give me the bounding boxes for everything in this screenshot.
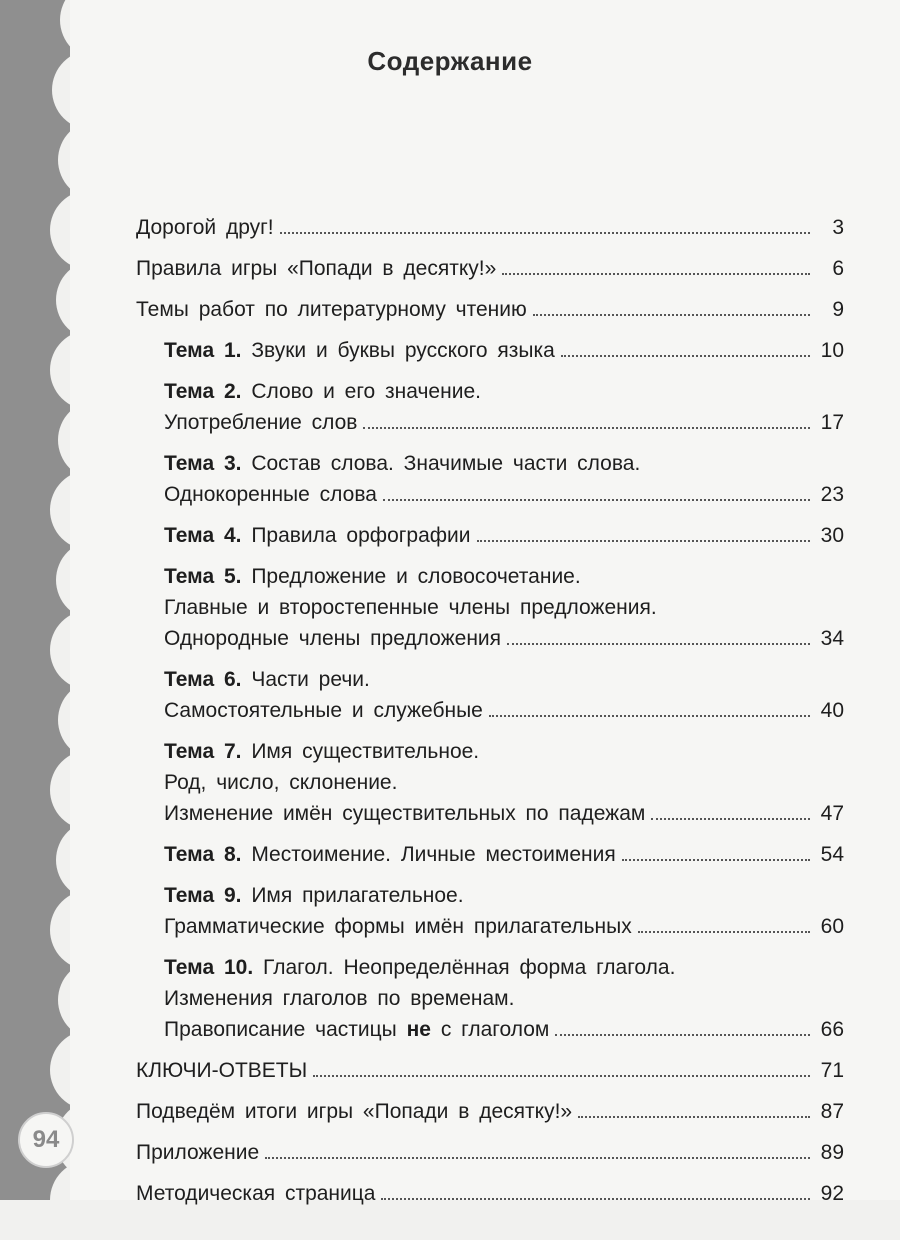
toc-entry-topic-7[interactable] bbox=[136, 736, 844, 829]
toc-entry-topic-8[interactable] bbox=[136, 839, 844, 870]
dot-leader bbox=[651, 818, 810, 820]
page-ref: 66 bbox=[820, 1018, 844, 1041]
page-ref: 6 bbox=[832, 257, 844, 280]
topic-title: Правила орфографии bbox=[251, 524, 471, 547]
page-number: 94 bbox=[18, 1112, 74, 1168]
page-ref: 60 bbox=[820, 915, 844, 938]
dot-leader bbox=[533, 314, 810, 316]
topic-number: Тема 5. bbox=[164, 565, 242, 588]
dot-leader bbox=[477, 540, 810, 542]
table-of-contents bbox=[136, 212, 844, 1209]
topic-title: Предложение и словосочетание. bbox=[251, 565, 581, 588]
page-ref: 89 bbox=[820, 1141, 844, 1164]
topic-title: Глагол. Неопределённая форма глагола. bbox=[263, 956, 676, 979]
toc-entry-answer-keys[interactable]: КЛЮЧИ-ОТВЕТЫ 71 bbox=[136, 1055, 844, 1086]
toc-entry-appendix[interactable]: Приложение 89 bbox=[136, 1137, 844, 1168]
toc-entry-topic-2[interactable] bbox=[136, 376, 844, 438]
dot-leader bbox=[265, 1157, 810, 1159]
dot-leader bbox=[578, 1116, 810, 1118]
dot-leader bbox=[489, 715, 810, 717]
toc-entry-dear-friend[interactable]: Дорогой друг! 3 bbox=[136, 212, 844, 243]
topic-number: Тема 7. bbox=[164, 740, 242, 763]
topic-title: Состав слова. Значимые части слова. bbox=[251, 452, 641, 475]
toc-entry-topic-1[interactable] bbox=[136, 335, 844, 366]
topic-title: Имя прилагательное. bbox=[251, 884, 464, 907]
topic-title-line: Однокоренные слова bbox=[164, 483, 377, 506]
dot-leader bbox=[502, 273, 810, 275]
topic-title-line: Однородные члены предложения bbox=[164, 627, 502, 650]
page-ref: 47 bbox=[820, 802, 844, 825]
toc-entry-game-results[interactable]: Подведём итоги игры «Попади в десятку!» 87 bbox=[136, 1096, 844, 1127]
topic-title: Части речи. bbox=[251, 668, 370, 691]
topic-title-line: Правописание частицы bbox=[164, 1018, 397, 1041]
dot-leader bbox=[622, 859, 810, 861]
topic-title: Звуки и буквы русского языка bbox=[251, 339, 555, 362]
page-ref: 54 bbox=[820, 843, 844, 866]
page-ref: 87 bbox=[820, 1100, 844, 1123]
page-ref: 30 bbox=[820, 524, 844, 547]
dot-leader bbox=[313, 1075, 810, 1077]
page-ref: 9 bbox=[832, 298, 844, 321]
dot-leader bbox=[561, 355, 810, 357]
topic-title-line: Изменения глаголов по временам. bbox=[164, 987, 515, 1010]
topic-number: Тема 9. bbox=[164, 884, 242, 907]
topic-number: Тема 4. bbox=[164, 524, 242, 547]
dot-leader bbox=[507, 643, 810, 645]
toc-entry-topic-4[interactable] bbox=[136, 520, 844, 551]
topic-number: Тема 3. bbox=[164, 452, 242, 475]
topic-title: Местоимение. Личные местоимения bbox=[251, 843, 616, 866]
topic-number: Тема 1. bbox=[164, 339, 242, 362]
toc-entry-game-rules[interactable]: Правила игры «Попади в десятку!» 6 bbox=[136, 253, 844, 284]
topic-number: Тема 10. bbox=[164, 956, 254, 979]
topic-number: Тема 8. bbox=[164, 843, 242, 866]
page-ref: 34 bbox=[820, 627, 844, 650]
page-ref: 23 bbox=[820, 483, 844, 506]
page-ref: 10 bbox=[820, 339, 844, 362]
toc-entry-topic-9[interactable] bbox=[136, 880, 844, 942]
topic-number: Тема 2. bbox=[164, 380, 242, 403]
page-ref: 3 bbox=[832, 216, 844, 239]
topic-title-line: Род, число, склонение. bbox=[164, 771, 398, 794]
topic-title-line: с глаголом bbox=[440, 1018, 550, 1041]
toc-entry-topic-10[interactable] bbox=[136, 952, 844, 1045]
page-ref: 17 bbox=[820, 411, 844, 434]
topic-title-line: Употребление слов bbox=[164, 411, 358, 434]
page-ref: 71 bbox=[820, 1059, 844, 1082]
topic-number: Тема 6. bbox=[164, 668, 242, 691]
dot-leader bbox=[280, 232, 810, 234]
dot-leader bbox=[555, 1034, 810, 1036]
page-ref: 40 bbox=[820, 699, 844, 722]
dot-leader bbox=[383, 499, 810, 501]
toc-entry-topic-3[interactable] bbox=[136, 448, 844, 510]
toc-entry-reading-topics[interactable]: Темы работ по литературному чтению 9 bbox=[136, 294, 844, 325]
page-ref: 92 bbox=[820, 1182, 844, 1205]
dot-leader bbox=[638, 931, 810, 933]
topic-title: Слово и его значение. bbox=[251, 380, 481, 403]
topic-title-line: Грамматические формы имён прилагательных bbox=[164, 915, 632, 938]
topic-title-line: Изменение имён существительных по падежам bbox=[164, 802, 646, 825]
toc-entry-methodical-page[interactable]: Методическая страница 92 bbox=[136, 1178, 844, 1209]
topic-title: Имя существительное. bbox=[251, 740, 480, 763]
dot-leader bbox=[363, 427, 810, 429]
emphasis-word: не bbox=[406, 1018, 431, 1041]
toc-entry-topic-6[interactable] bbox=[136, 664, 844, 726]
topic-title-line: Главные и второстепенные члены предложения. bbox=[164, 596, 657, 619]
topic-title-line: Самостоятельные и служебные bbox=[164, 699, 483, 722]
page-title: Содержание bbox=[367, 46, 533, 76]
toc-entry-topic-5[interactable] bbox=[136, 561, 844, 654]
